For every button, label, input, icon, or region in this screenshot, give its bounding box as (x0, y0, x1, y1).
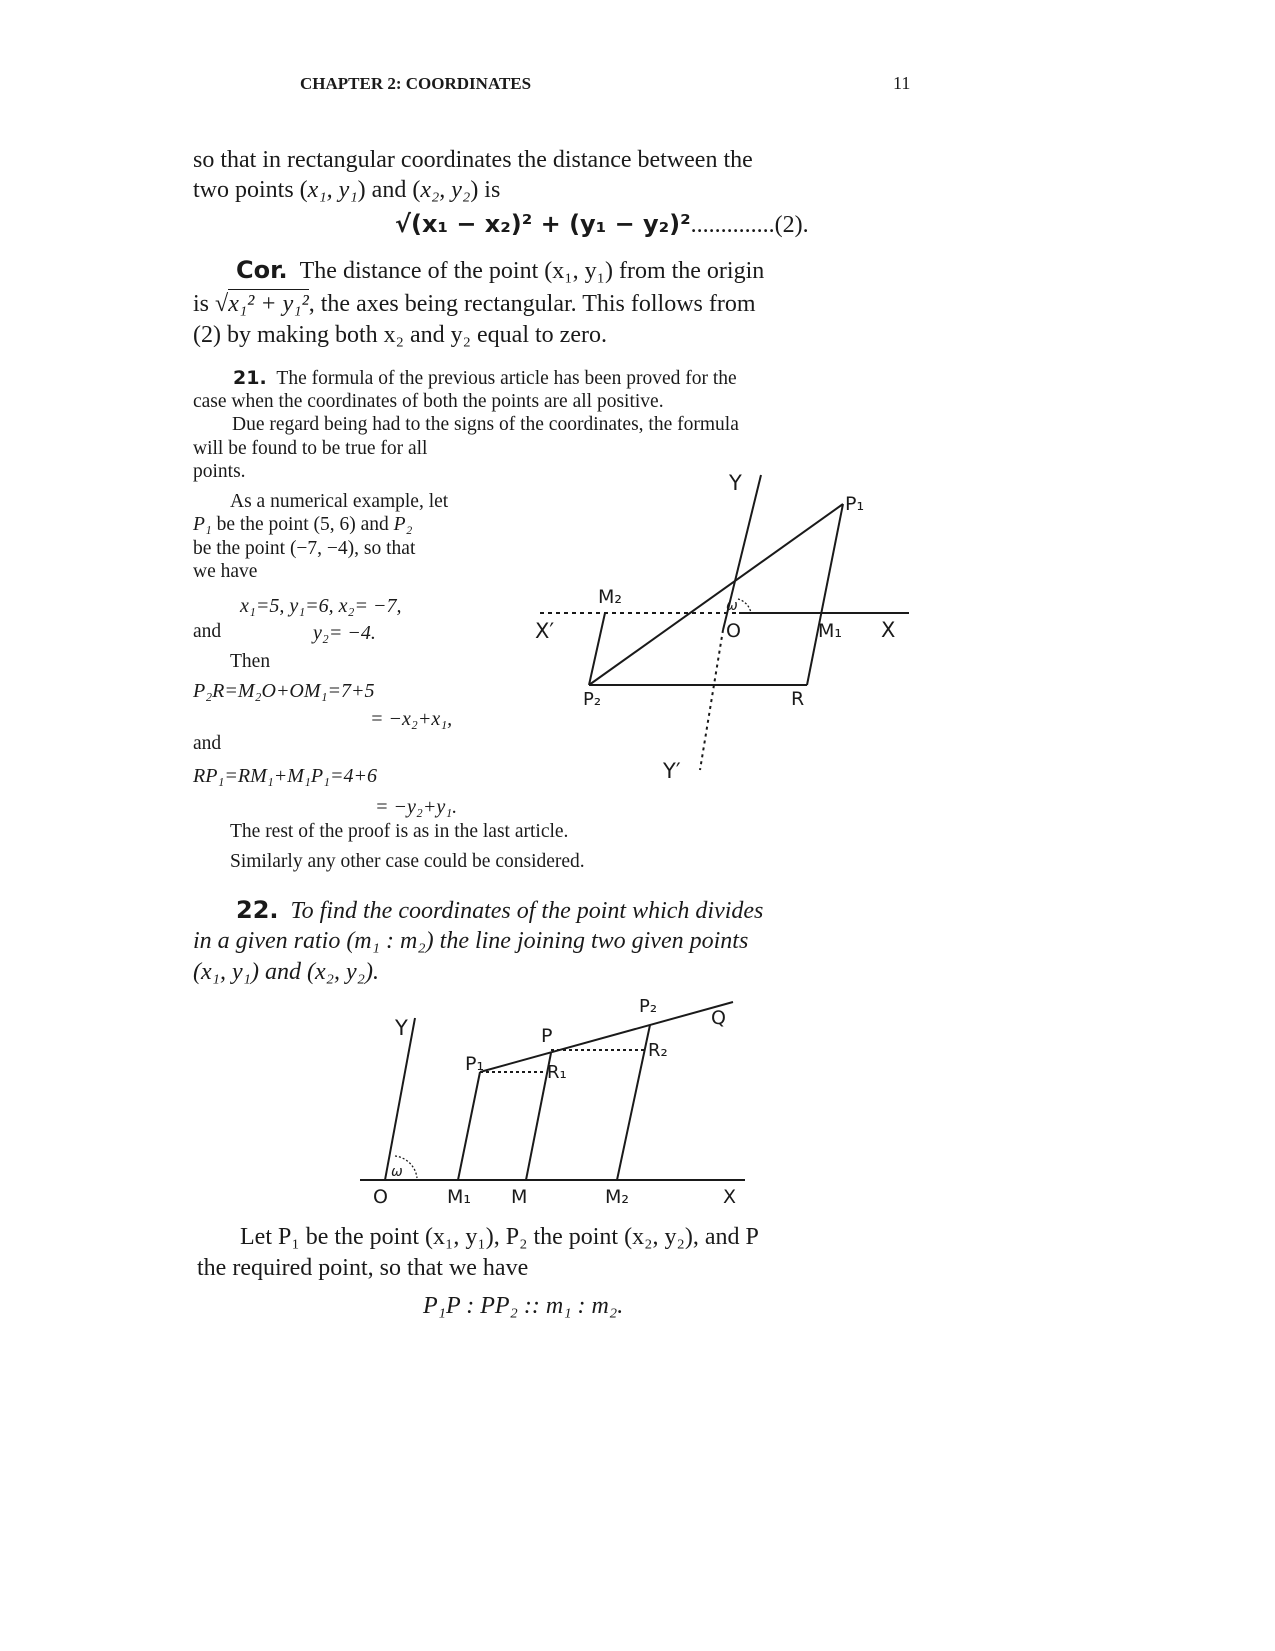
section-22-number: 22. (236, 896, 279, 924)
equation-rp1: RP₁=RM₁+M₁P₁=4+6 (193, 765, 377, 787)
label-p2: P₂ (583, 689, 602, 710)
running-header: CHAPTER 2: COORDINATES (300, 74, 532, 93)
label-r2: R₂ (648, 1040, 668, 1061)
equation-y2: y₂= −4. (313, 622, 376, 644)
label-p1: P₁ (845, 493, 865, 515)
para-distance-line1: so that in rectangular coordinates the distance between the (193, 147, 753, 173)
figure-oblique-axes-example (525, 460, 925, 790)
equation-values: x₁=5, y₁=6, x₂= −7, (240, 595, 402, 617)
line-p2-m2 (617, 1025, 650, 1180)
label-m1: M₁ (447, 1186, 472, 1208)
example-line2: P₁ be the point (5, 6) and P₂ (193, 514, 413, 535)
s21-line3: Due regard being had to the signs of the coordinates, the formula (232, 414, 739, 435)
s22-line2: in a given ratio (m₁ : m₂) the line joining two given points (193, 928, 749, 954)
label-omega: ω (391, 1164, 403, 1180)
label-x: X (881, 618, 896, 642)
omega-angle-arc (738, 599, 751, 613)
and-label-1: and (193, 621, 222, 642)
cor-line1: Cor. The distance of the point (x₁, y₁) from the origin (236, 256, 765, 284)
s22-line3: (x₁, y₁) and (x₂, y₂). (193, 959, 379, 985)
s21-line4: will be found to be true for all (193, 438, 428, 459)
example-line1: As a numerical example, let (230, 491, 449, 512)
equation-p2r-result: = −x₂+x₁, (370, 708, 453, 730)
formula-expression: √(x₁ − x₂)² + (y₁ − y₂)² (395, 210, 691, 238)
label-r1: R₁ (547, 1062, 567, 1083)
label-y-prime: Y′ (663, 759, 681, 783)
label-p1: P₁ (465, 1053, 485, 1075)
line-p1-p2 (589, 504, 843, 685)
figure-section-formula (355, 990, 755, 1220)
root-expression: x₁² + y₁² (228, 291, 309, 317)
rest-line2: Similarly any other case could be considered. (230, 851, 585, 872)
section-21-number: 21. (233, 367, 267, 389)
label-p: P (541, 1025, 553, 1047)
line-p1-m1 (458, 1072, 480, 1180)
then-label: Then (230, 651, 271, 672)
label-x: X (723, 1186, 737, 1208)
label-o: O (373, 1186, 388, 1208)
s22-line1: 22. To find the coordinates of the point which divides (236, 896, 764, 924)
y-axis-line (385, 1018, 415, 1180)
y-prime-axis-dashed (700, 630, 723, 770)
root-sign: √ (215, 291, 229, 317)
cor-line3: (2) by making both x₂ and y₂ equal to zero. (193, 322, 607, 348)
s21-line2: case when the coordinates of both the points are all positive. (193, 391, 664, 412)
label-m1: M₁ (818, 620, 843, 642)
s21-line1: 21. The formula of the previous article has been proved for the (233, 367, 737, 389)
label-y: Y (395, 1016, 408, 1040)
label-r: R (791, 688, 805, 710)
line-p1-r (807, 504, 843, 685)
example-line4: we have (193, 561, 258, 582)
label-q: Q (711, 1007, 726, 1029)
label-p2: P₂ (639, 996, 658, 1017)
cor-label: Cor. (236, 256, 288, 284)
label-m2: M₂ (605, 1186, 630, 1208)
distance-formula (395, 210, 809, 241)
label-omega: ω (726, 598, 738, 614)
label-x-prime: X′ (535, 619, 555, 643)
label-m2: M₂ (598, 586, 623, 608)
and-label-2: and (193, 733, 222, 754)
cor-line2: is √x₁² + y₁², the axes being rectangular. This follows from (193, 291, 756, 317)
equation-rp1-result: = −y₂+y₁. (375, 796, 458, 818)
formula-number: ..............(2). (690, 212, 809, 238)
page-number: 11 (893, 73, 911, 93)
s21-line5: points. (193, 461, 246, 482)
let-line1: Let P₁ be the point (x₁, y₁), P₂ the point (x₂, y₂), and P (240, 1224, 759, 1250)
example-line3: be the point (−7, −4), so that (193, 538, 416, 559)
label-o: O (726, 620, 741, 642)
rest-line1: The rest of the proof is as in the last article. (230, 821, 569, 842)
para-distance-line2: two points (x₁, y₁) and (x₂, y₂) is (193, 177, 501, 203)
label-m: M (511, 1186, 528, 1208)
let-line2: the required point, so that we have (197, 1255, 529, 1281)
label-y: Y (729, 471, 742, 495)
equation-p2r: P₂R=M₂O+OM₁=7+5 (193, 680, 375, 702)
line-p1-q (480, 1002, 733, 1072)
ratio-equation: P₁P : PP₂ :: m₁ : m₂. (423, 1293, 624, 1319)
